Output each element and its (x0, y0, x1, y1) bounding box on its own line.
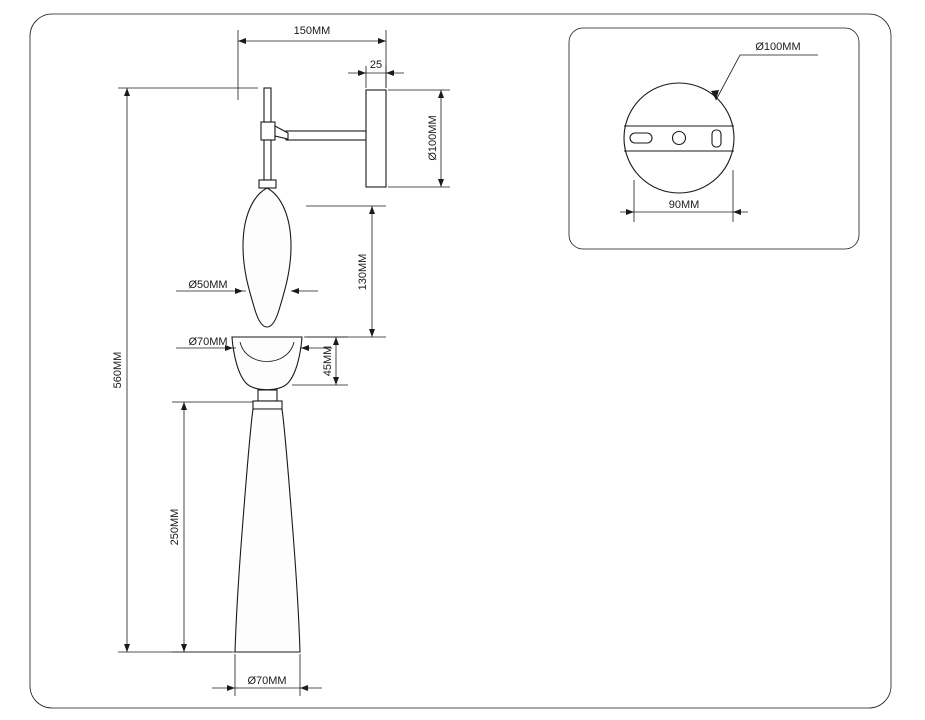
lower-collar (253, 401, 282, 409)
dim-bracket-25 (348, 59, 404, 88)
dim-detail-plate-diameter (711, 41, 818, 100)
dim-label-25: 25 (369, 59, 383, 71)
elbow-block (261, 122, 275, 140)
bowl-element (232, 337, 302, 390)
lower-cone-shade (235, 409, 300, 652)
dim-height-560 (112, 88, 258, 652)
dim-drop-130 (306, 206, 386, 337)
shade-collar (259, 180, 276, 188)
lower-connector (258, 390, 277, 401)
mid-stem (264, 140, 271, 180)
dim-label-130mm: 130MM (357, 253, 369, 291)
dim-label-o70mm-bowl: Ø70MM (188, 336, 228, 348)
dim-cone-bottom-70 (212, 654, 322, 696)
horizontal-arm (286, 131, 366, 140)
dim-plate-diameter-100 (388, 90, 450, 187)
upper-glass-shade (243, 188, 291, 327)
plate-slot-left (630, 133, 652, 143)
dim-label-detail-o100mm: Ø100MM (755, 41, 801, 53)
dim-projection-150 (238, 25, 386, 100)
plate-slot-right (712, 130, 721, 147)
main-view-frame (30, 14, 891, 708)
dim-label-560mm: 560MM (112, 351, 124, 389)
wall-plate-side (366, 90, 386, 187)
mounting-plate-front-view (624, 83, 734, 193)
dim-label-150mm: 150MM (293, 25, 331, 37)
dim-label-o50mm: Ø50MM (188, 279, 228, 291)
dim-label-45mm: 45MM (322, 345, 334, 377)
lamp-assembly (232, 88, 386, 652)
plate-center-hole (673, 132, 686, 145)
dim-label-90mm: 90MM (668, 199, 700, 211)
upper-stem (264, 88, 271, 122)
dim-label-o70mm-base: Ø70MM (247, 675, 287, 687)
dim-label-plate-diameter: Ø100MM (427, 115, 439, 161)
elbow-link (275, 126, 288, 139)
dim-label-250mm: 250MM (169, 508, 181, 546)
